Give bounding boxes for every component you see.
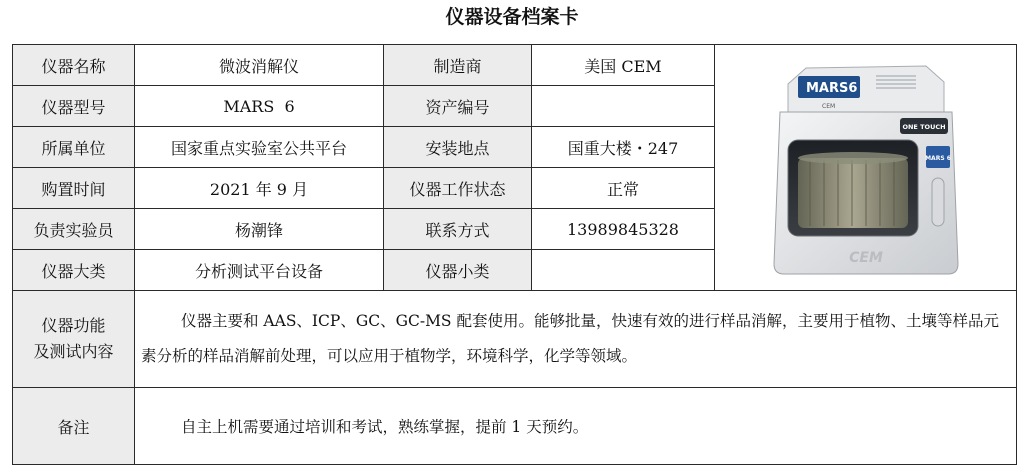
card-title: 仪器设备档案卡 [445, 6, 579, 28]
label-instrument-name: 仪器名称 [13, 45, 135, 86]
value-contact: 13989845328 [532, 209, 715, 250]
remarks-text: 自主上机需要通过培训和考试，熟练掌握，提前 1 天预约。 [181, 418, 589, 436]
brand-tag: MARS6 [805, 80, 857, 96]
brand-sub: CEM [821, 102, 835, 110]
value-minor-category [532, 250, 715, 291]
label-working-status: 仪器工作状态 [384, 168, 532, 209]
label-affiliation: 所属单位 [13, 127, 135, 168]
base-logo: CEM [848, 249, 883, 266]
instrument-photo [766, 54, 966, 282]
value-working-status: 正常 [532, 168, 715, 209]
touch-badge: ONE TOUCH [901, 122, 946, 131]
value-location: 国重大楼・247 [532, 127, 715, 168]
label-function [13, 291, 135, 388]
label-minor-category: 仪器小类 [384, 250, 532, 291]
label-major-category: 仪器大类 [13, 250, 135, 291]
value-manufacturer: 美国 CEM [532, 45, 715, 86]
value-instrument-name: 微波消解仪 [135, 45, 384, 86]
value-model: MARS 6 [135, 86, 384, 127]
value-purchase-date: 2021 年 9 月 [135, 168, 384, 209]
instrument-photo-cell [715, 45, 1016, 291]
value-affiliation: 国家重点实验室公共平台 [135, 127, 384, 168]
value-major-category: 分析测试平台设备 [135, 250, 384, 291]
instrument-card-table [12, 44, 1017, 465]
label-contact: 联系方式 [384, 209, 532, 250]
door-logo: MARS 6 [924, 154, 951, 162]
label-asset-number: 资产编号 [384, 86, 532, 127]
value-asset-number [532, 86, 715, 127]
label-manufacturer: 制造商 [384, 45, 532, 86]
value-technician: 杨潮锋 [135, 209, 384, 250]
function-description-cell [135, 291, 1016, 388]
label-model: 仪器型号 [13, 86, 135, 127]
label-location: 安装地点 [384, 127, 532, 168]
label-purchase-date: 购置时间 [13, 168, 135, 209]
label-technician: 负责实验员 [13, 209, 135, 250]
label-function-line2: 及测试内容 [33, 342, 114, 361]
label-remarks: 备注 [13, 388, 135, 464]
function-description: 仪器主要和 AAS、ICP、GC、GC-MS 配套使用。能够批量，快速有效的进行样品消解，主要用于植物、土壤等样品元素分析的样品消解前处理，可以应用于植物学，环境科学，化学等领域。 [141, 312, 999, 365]
label-function-line1: 仪器功能 [41, 316, 106, 335]
